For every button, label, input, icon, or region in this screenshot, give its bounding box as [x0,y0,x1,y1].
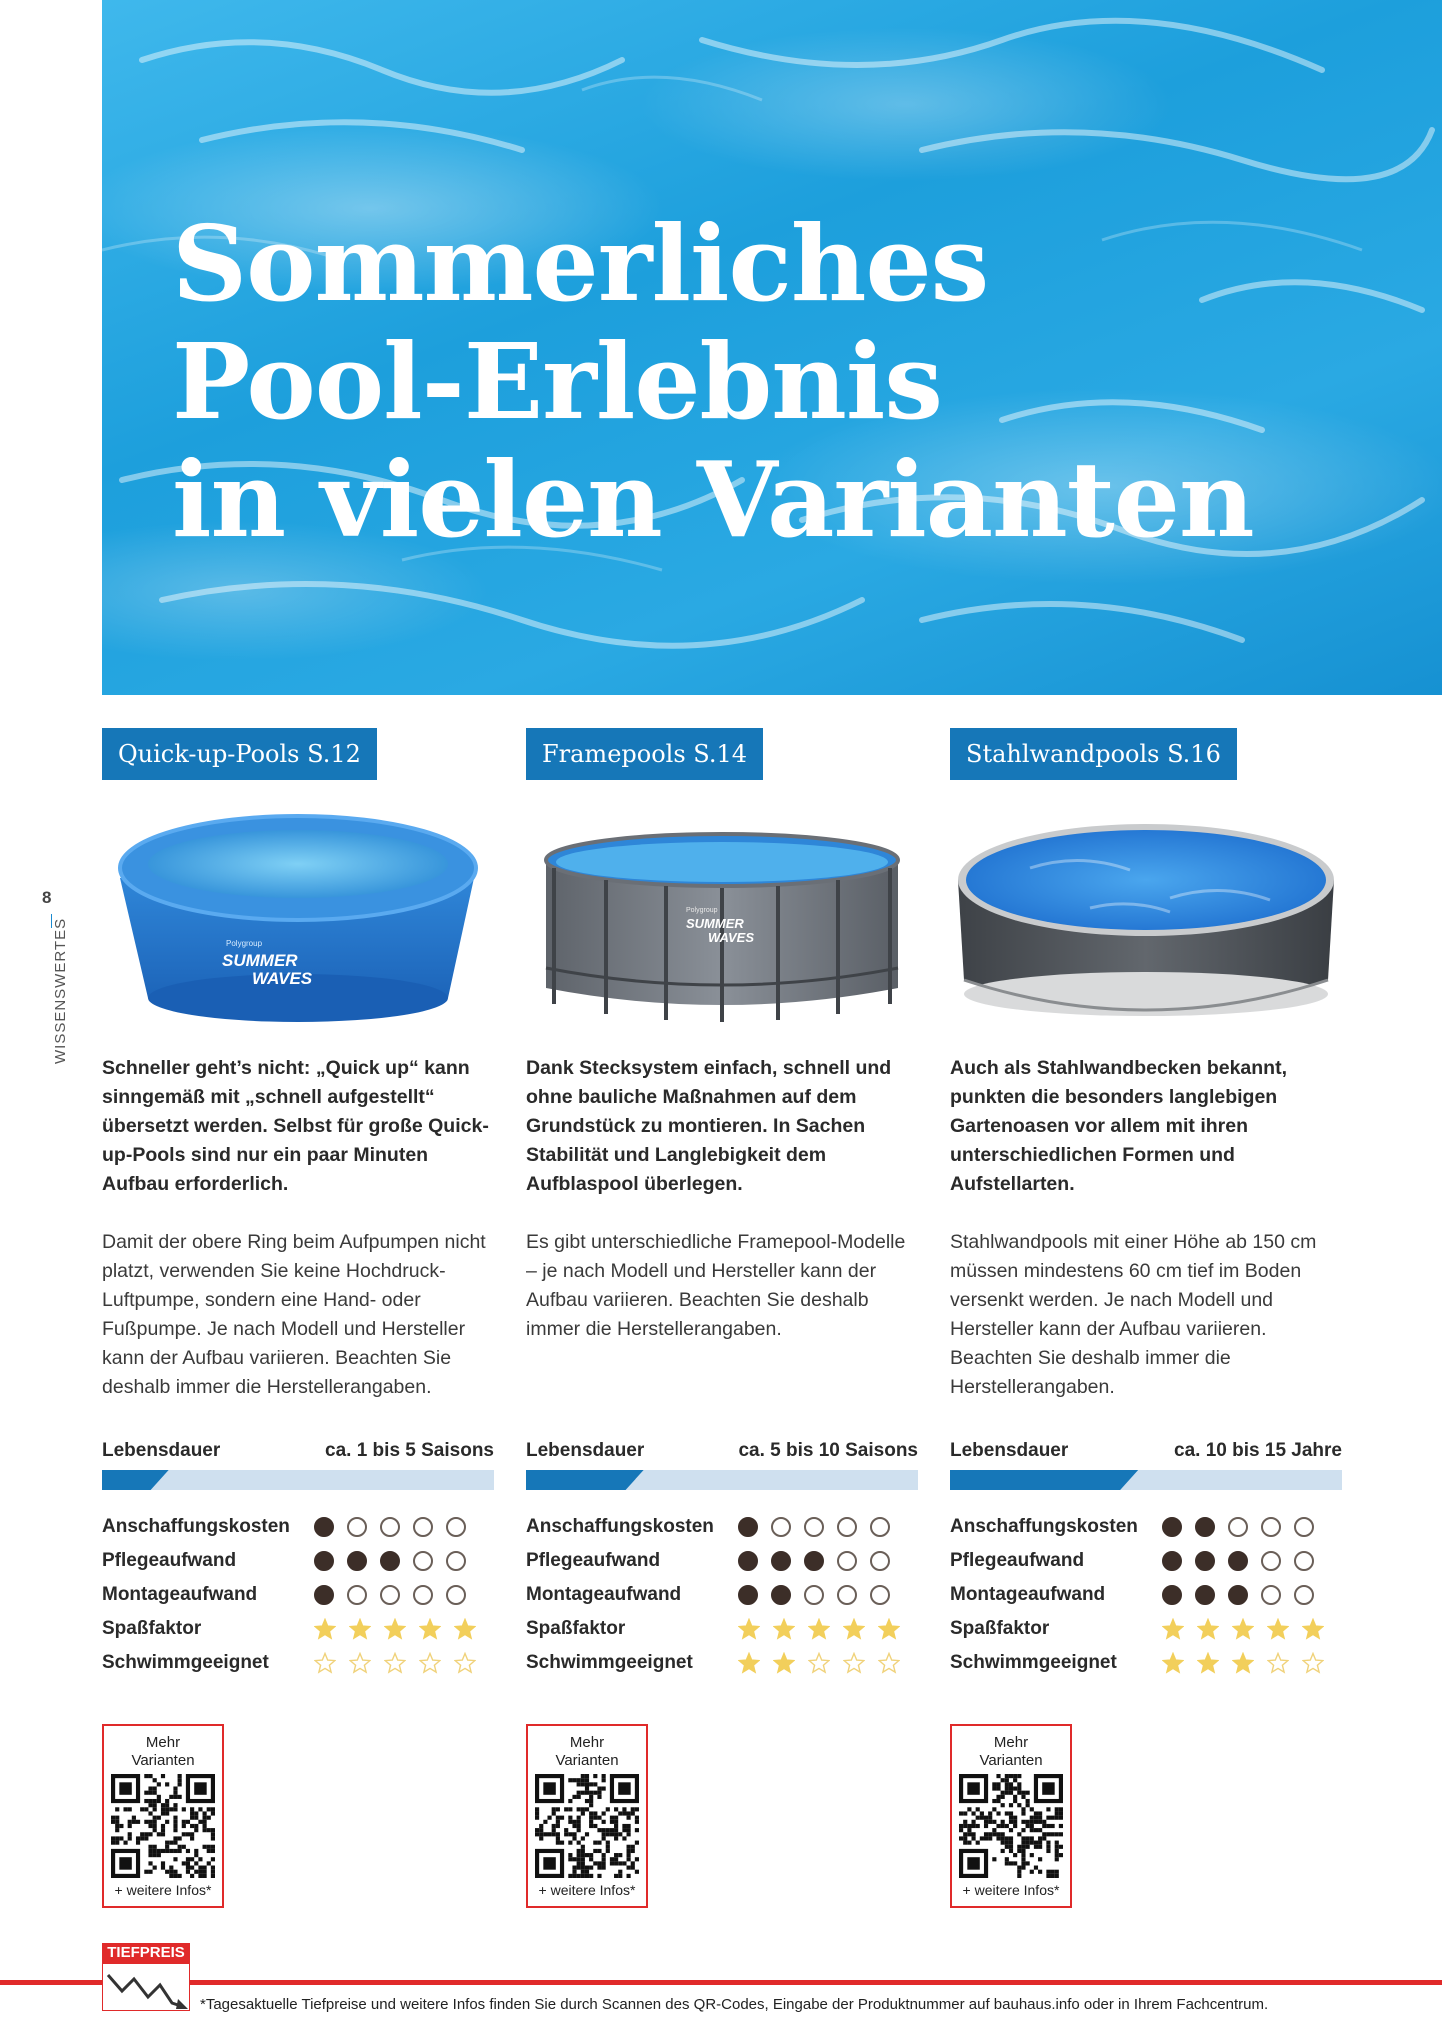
star-filled-icon [1302,1618,1324,1640]
rating-label: Spaßfaktor [102,1618,202,1639]
rating-marks [314,1517,466,1537]
dot-empty-icon [446,1585,466,1605]
dot-empty-icon [870,1551,890,1571]
dot-empty-icon [771,1517,791,1537]
dot-filled-icon [1195,1585,1215,1605]
dot-empty-icon [870,1517,890,1537]
lifespan-value: ca. 1 bis 5 Saisons [325,1440,494,1461]
dot-empty-icon [1261,1517,1281,1537]
qr-bottom-text: + weitere Infos* [114,1882,212,1898]
lifespan-bar [526,1470,918,1490]
dot-filled-icon [804,1551,824,1571]
dot-filled-icon [1162,1551,1182,1571]
dot-empty-icon [413,1517,433,1537]
brand-text-summer: SUMMER [222,951,298,970]
dot-empty-icon [870,1585,890,1605]
lifespan-row [950,1440,1342,1462]
rating-label: Spaßfaktor [526,1618,626,1639]
rating-label: Pflegeaufwand [950,1550,1085,1571]
qr-box[interactable] [526,1724,648,1908]
rating-label: Schwimmgeeignet [950,1652,1117,1673]
brand-text-summer: SUMMER [686,916,744,931]
dot-empty-icon [347,1517,367,1537]
dot-filled-icon [314,1585,334,1605]
dot-filled-icon [1162,1585,1182,1605]
intro-text: Dank Stecksystem einfach, schnell und ohne bauliche Maßnahmen auf dem Grundstück zu montieren. In Sachen Stabilität und Langlebigkeit dem Aufblaspool überlegen. [526,1057,892,1195]
rating-label: Anschaffungskosten [526,1516,714,1537]
brand-text-waves: WAVES [708,930,754,945]
star-empty-icon [314,1652,336,1674]
lifespan-bar-fill [950,1470,1138,1490]
qr-code-icon[interactable] [111,1774,215,1878]
star-filled-icon [1267,1618,1289,1640]
column-stahlwandpools [950,728,1342,1898]
dot-empty-icon [347,1585,367,1605]
dot-empty-icon [804,1585,824,1605]
rating-marks [314,1551,466,1571]
star-filled-icon [1232,1652,1254,1674]
lifespan-label: Lebensdauer [102,1440,221,1461]
qr-box[interactable] [102,1724,224,1908]
dot-filled-icon [1195,1517,1215,1537]
rating-row-schwimmgeeignet [102,1646,494,1680]
rating-marks [738,1585,890,1605]
title-line-2: Pool-Erlebnis [172,320,942,443]
lifespan-bar-fill [526,1470,644,1490]
star-empty-icon [843,1652,865,1674]
rating-marks [314,1652,476,1674]
rating-row-pflegeaufwand [526,1544,918,1578]
intro-text: Schneller geht’s nicht: „Quick up“ kann sinngemäß mit „schnell aufgestellt“ übersetzt werden. Selbst für große Quick-up-Pools sind nur ein paar Minuten Aufbau erforderlich. [102,1057,489,1195]
rating-label: Pflegeaufwand [102,1550,237,1571]
dot-empty-icon [804,1517,824,1537]
hero-water-banner [102,0,1442,695]
rating-marks [1162,1551,1314,1571]
dot-empty-icon [1294,1517,1314,1537]
rating-marks [1162,1585,1314,1605]
ratings-table [526,1510,918,1680]
rating-row-anschaffungskosten [102,1510,494,1544]
page-title [172,202,1254,561]
dot-empty-icon [380,1585,400,1605]
lifespan-label: Lebensdauer [526,1440,645,1461]
dot-filled-icon [380,1551,400,1571]
dot-empty-icon [446,1517,466,1537]
rating-marks [314,1618,476,1640]
star-filled-icon [773,1652,795,1674]
dot-filled-icon [347,1551,367,1571]
qr-top-text: Mehr Varianten [979,1734,1043,1769]
dot-empty-icon [837,1551,857,1571]
dot-empty-icon [413,1585,433,1605]
star-filled-icon [1162,1652,1184,1674]
framepool-image [526,808,918,1038]
intro-text: Auch als Stahlwandbecken bekannt, punkten die besonders langlebigen Gartenoasen vor allem mit ihren unterschiedlichen Formen und Aufstellarten. [950,1057,1288,1195]
rating-label: Schwimmgeeignet [102,1652,269,1673]
qr-bottom-text: + weitere Infos* [962,1882,1060,1898]
star-filled-icon [878,1618,900,1640]
star-filled-icon [349,1618,371,1640]
category-link-stahlwandpools[interactable]: Stahlwandpools S.16 [950,728,1237,780]
qr-bottom-text: + weitere Infos* [538,1882,636,1898]
dot-empty-icon [1261,1585,1281,1605]
star-filled-icon [1232,1618,1254,1640]
rating-row-pflegeaufwand [950,1544,1342,1578]
lifespan-bar [950,1470,1342,1490]
stahlwandpool-image [950,808,1342,1038]
dot-filled-icon [1195,1551,1215,1571]
lifespan-bar-fill [102,1470,169,1490]
rating-label: Anschaffungskosten [102,1516,290,1537]
rating-row-spassfaktor [950,1612,1342,1646]
rating-row-spassfaktor [526,1612,918,1646]
rating-label: Montageaufwand [102,1584,258,1605]
lifespan-value: ca. 5 bis 10 Saisons [738,1440,918,1461]
rating-marks [314,1585,466,1605]
star-filled-icon [738,1618,760,1640]
rating-label: Schwimmgeeignet [526,1652,693,1673]
dot-filled-icon [1228,1551,1248,1571]
tiefpreis-badge [102,1943,190,2011]
body-text: Stahlwandpools mit einer Höhe ab 150 cm müssen mindestens 60 cm tief im Boden versenkt werden. Je nach Modell und Hersteller kann der Aufbau variieren. Beachten Sie deshalb immer die Herstellerangaben. [950,1231,1317,1398]
star-empty-icon [1302,1652,1324,1674]
qr-code-icon[interactable] [535,1774,639,1878]
star-filled-icon [1162,1618,1184,1640]
qr-top-text: Mehr Varianten [555,1734,619,1769]
star-filled-icon [1197,1652,1219,1674]
star-filled-icon [738,1652,760,1674]
price-drop-icon [102,1963,190,2011]
star-filled-icon [773,1618,795,1640]
dot-filled-icon [314,1517,334,1537]
qr-top-text: Mehr Varianten [131,1734,195,1769]
star-filled-icon [454,1618,476,1640]
rating-row-pflegeaufwand [102,1544,494,1578]
column-quick-up-pools [102,728,494,1898]
dot-empty-icon [380,1517,400,1537]
rating-label: Montageaufwand [526,1584,682,1605]
star-filled-icon [843,1618,865,1640]
title-line-1: Sommerliches [172,202,989,325]
dot-filled-icon [1228,1585,1248,1605]
star-filled-icon [314,1618,336,1640]
dot-filled-icon [738,1585,758,1605]
footnote: *Tagesaktuelle Tiefpreise und weitere Infos finden Sie durch Scannen des QR-Codes, Eingabe der Produktnummer auf bauhaus.info oder in Ihrem Fachcentrum. [200,1996,1269,2013]
lifespan-label: Lebensdauer [950,1440,1069,1461]
rating-row-schwimmgeeignet [950,1646,1342,1680]
ratings-table [950,1510,1342,1680]
dot-empty-icon [1228,1517,1248,1537]
rating-label: Montageaufwand [950,1584,1106,1605]
rating-marks [738,1652,900,1674]
rating-label: Anschaffungskosten [950,1516,1138,1537]
dot-filled-icon [771,1551,791,1571]
rating-row-montageaufwand [950,1578,1342,1612]
category-link-quick-up-pools[interactable]: Quick-up-Pools S.12 [102,728,377,780]
rating-row-anschaffungskosten [950,1510,1342,1544]
qr-code-icon[interactable] [959,1774,1063,1878]
rating-row-spassfaktor [102,1612,494,1646]
title-line-3: in vielen Varianten [172,438,1254,561]
rating-marks [1162,1618,1324,1640]
rating-row-anschaffungskosten [526,1510,918,1544]
star-filled-icon [808,1618,830,1640]
rating-marks [738,1551,890,1571]
lifespan-row [526,1440,918,1462]
dot-filled-icon [738,1551,758,1571]
dot-filled-icon [771,1585,791,1605]
star-empty-icon [419,1652,441,1674]
dot-empty-icon [837,1517,857,1537]
brand-small-text: Polygroup [686,907,718,914]
dot-empty-icon [1261,1551,1281,1571]
rating-marks [738,1517,890,1537]
star-empty-icon [384,1652,406,1674]
star-empty-icon [878,1652,900,1674]
dot-empty-icon [446,1551,466,1571]
rating-row-montageaufwand [526,1578,918,1612]
rating-row-montageaufwand [102,1578,494,1612]
rating-label: Spaßfaktor [950,1618,1050,1639]
star-filled-icon [1197,1618,1219,1640]
brand-small-text: Polygroup [226,939,263,948]
rating-marks [738,1618,900,1640]
lifespan-bar [102,1470,494,1490]
page-number: 8 [42,888,52,907]
quick-up-pool-image [102,808,494,1038]
dot-filled-icon [1162,1517,1182,1537]
brand-text-waves: WAVES [252,969,313,988]
lifespan-row [102,1440,494,1462]
rating-label: Pflegeaufwand [526,1550,661,1571]
section-label: WISSENSWERTES [52,917,69,1064]
qr-box[interactable] [950,1724,1072,1908]
category-link-framepools[interactable]: Framepools S.14 [526,728,763,780]
star-empty-icon [454,1652,476,1674]
dot-filled-icon [738,1517,758,1537]
dot-empty-icon [1294,1551,1314,1571]
dot-filled-icon [314,1551,334,1571]
footer-red-line [0,1980,1442,1985]
dot-empty-icon [1294,1585,1314,1605]
ratings-table [102,1510,494,1680]
dot-empty-icon [413,1551,433,1571]
dot-empty-icon [837,1585,857,1605]
star-empty-icon [1267,1652,1289,1674]
column-framepools [526,728,918,1898]
star-empty-icon [808,1652,830,1674]
body-text: Es gibt unterschiedliche Framepool-Modelle – je nach Modell und Hersteller kann der Aufbau variieren. Beachten Sie deshalb immer die Herstellerangaben. [526,1231,906,1340]
star-empty-icon [349,1652,371,1674]
lifespan-value: ca. 10 bis 15 Jahre [1174,1440,1342,1461]
rating-marks [1162,1652,1324,1674]
rating-marks [1162,1517,1314,1537]
star-filled-icon [384,1618,406,1640]
rating-row-schwimmgeeignet [526,1646,918,1680]
body-text: Damit der obere Ring beim Aufpumpen nicht platzt, verwenden Sie keine Hochdruck-Luftpumpe, sondern eine Hand- oder Fußpumpe. Je nach Modell und Hersteller kann der Aufbau variieren. Beachten Sie deshalb immer die Herstellerangaben. [102,1231,486,1398]
tiefpreis-label: TIEFPREIS [102,1943,190,1963]
star-filled-icon [419,1618,441,1640]
